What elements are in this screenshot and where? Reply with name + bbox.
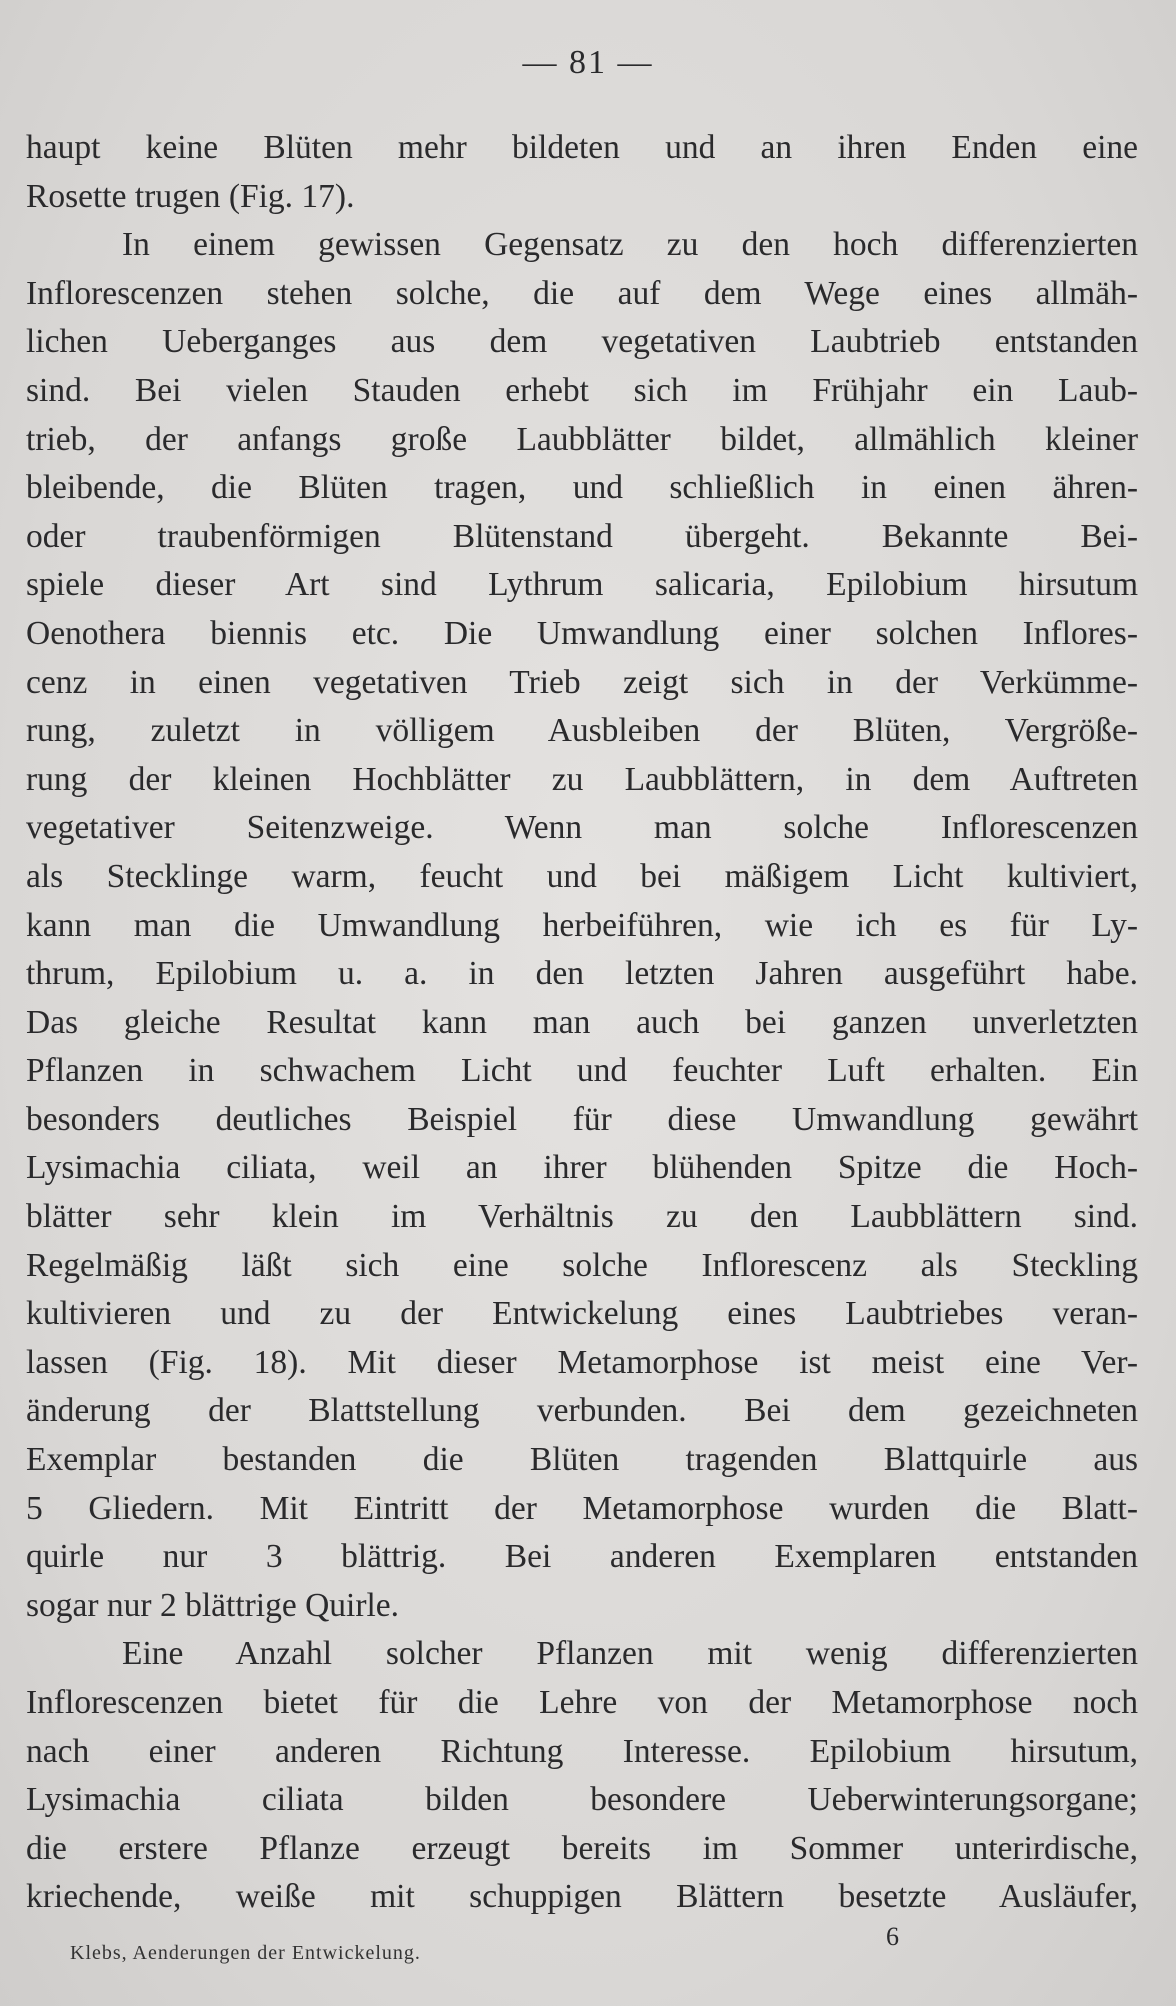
text-line: Regelmäßig läßt sich eine solche Inflorescenz als Steckling	[26, 1246, 1138, 1284]
text-line: thrum, Epilobium u. a. in den letzten Jahren ausgeführt habe.	[26, 955, 1138, 993]
text-line: vegetativer Seitenzweige. Wenn man solche Inflorescenzen	[26, 809, 1138, 847]
source-note: Klebs, Aenderungen der Entwickelung.	[70, 1942, 421, 1964]
text-line: cenz in einen vegetativen Trieb zeigt sich in der Verkümme-	[26, 663, 1138, 701]
text-line: Exemplar bestanden die Blüten tragenden Blattquirle aus	[26, 1441, 1138, 1479]
text-line: kriechende, weiße mit schuppigen Blättern besetzte Ausläufer,	[26, 1878, 1138, 1916]
text-line: sogar nur 2 blättrige Quirle.	[26, 1586, 400, 1624]
text-line: Rosette trugen (Fig. 17).	[26, 177, 355, 215]
text-line: haupt keine Blüten mehr bildeten und an ihren Enden eine	[26, 129, 1138, 166]
text-line: als Stecklinge warm, feucht und bei mäßigem Licht kultiviert,	[26, 857, 1138, 895]
text-line: quirle nur 3 blättrig. Bei anderen Exemplaren entstanden	[26, 1538, 1138, 1576]
text-line: lichen Ueberganges aus dem vegetativen Laubtrieb entstanden	[26, 323, 1138, 361]
text-line: lassen (Fig. 18). Mit dieser Metamorphose ist meist eine Ver-	[26, 1343, 1138, 1381]
text-line: bleibende, die Blüten tragen, und schließlich in einen ähren-	[26, 469, 1138, 507]
text-line: nach einer anderen Richtung Interesse. Epilobium hirsutum,	[26, 1732, 1138, 1770]
text-line: trieb, der anfangs große Laubblätter bildet, allmählich kleiner	[26, 420, 1138, 458]
text-line: kann man die Umwandlung herbeiführen, wie ich es für Ly-	[26, 906, 1138, 944]
text-line: oder traubenförmigen Blütenstand übergeht. Bekannte Bei-	[26, 517, 1138, 555]
text-line: änderung der Blattstellung verbunden. Bei dem gezeichneten	[26, 1392, 1138, 1430]
text-line: rung, zuletzt in völligem Ausbleiben der Blüten, Vergröße-	[26, 712, 1138, 750]
text-line: besonders deutliches Beispiel für diese Umwandlung gewährt	[26, 1100, 1138, 1138]
body-text	[26, 124, 1138, 1922]
text-line: spiele dieser Art sind Lythrum salicaria, Epilobium hirsutum	[26, 566, 1138, 604]
text-line: 5 Gliedern. Mit Eintritt der Metamorphose wurden die Blatt-	[26, 1489, 1138, 1527]
text-line: Lysimachia ciliata, weil an ihrer blühenden Spitze die Hoch-	[26, 1149, 1138, 1187]
page-number: — 81 —	[522, 44, 654, 81]
text-line: Das gleiche Resultat kann man auch bei ganzen unverletzten	[26, 1003, 1138, 1041]
text-line: blätter sehr klein im Verhältnis zu den Laubblättern sind.	[26, 1198, 1138, 1236]
text-line: Inflorescenzen stehen solche, die auf dem Wege eines allmäh-	[26, 274, 1138, 312]
text-line: Eine Anzahl solcher Pflanzen mit wenig differenzierten	[122, 1635, 1138, 1673]
text-line: Oenothera biennis etc. Die Umwandlung einer solchen Inflores-	[26, 614, 1138, 652]
text-line: kultivieren und zu der Entwickelung eines Laubtriebes veran-	[26, 1295, 1138, 1333]
text-line: die erstere Pflanze erzeugt bereits im Sommer unterirdische,	[26, 1829, 1138, 1867]
text-line: rung der kleinen Hochblätter zu Laubblättern, in dem Auftreten	[26, 760, 1138, 798]
text-line: In einem gewissen Gegensatz zu den hoch differenzierten	[122, 226, 1138, 264]
page-footer	[0, 1922, 1176, 1982]
text-line: Inflorescenzen bietet für die Lehre von der Metamorphose noch	[26, 1684, 1138, 1721]
text-line: sind. Bei vielen Stauden erhebt sich im Frühjahr ein Laub-	[26, 371, 1138, 409]
text-line: Lysimachia ciliata bilden besondere Ueberwinterungsorgane;	[26, 1781, 1138, 1819]
text-line: Pflanzen in schwachem Licht und feuchter Luft erhalten. Ein	[26, 1052, 1138, 1090]
signature-mark: 6	[886, 1922, 899, 1951]
